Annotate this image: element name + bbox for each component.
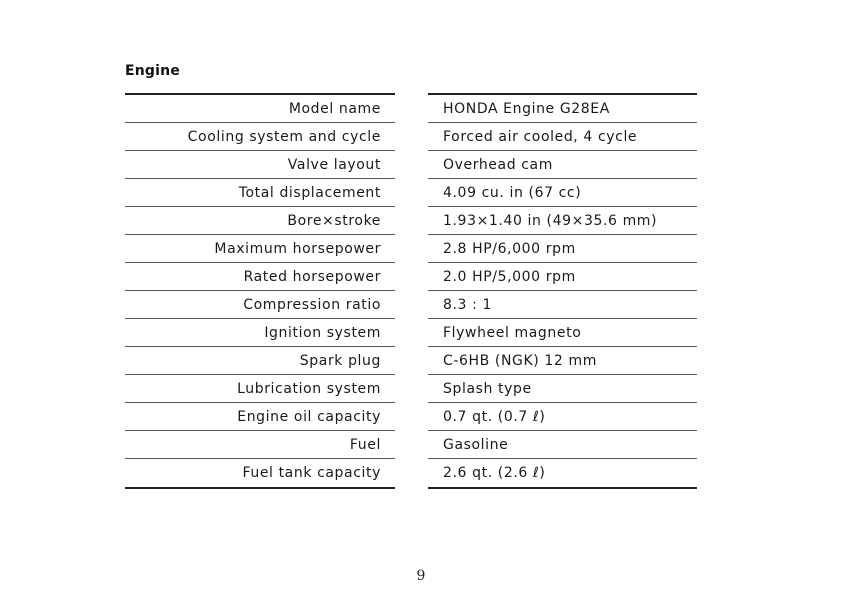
spec-label: Spark plug <box>125 347 395 375</box>
spec-label: Bore×stroke <box>125 207 395 235</box>
spec-value: 8.3 : 1 <box>428 291 697 319</box>
spec-label: Lubrication system <box>125 375 395 403</box>
spec-label: Cooling system and cycle <box>125 123 395 151</box>
spec-value: C-6HB (NGK) 12 mm <box>428 347 697 375</box>
spec-value: Overhead cam <box>428 151 697 179</box>
spec-label: Total displacement <box>125 179 395 207</box>
spec-value: HONDA Engine G28EA <box>428 95 697 123</box>
spec-labels-column <box>125 93 395 489</box>
spec-label: Fuel <box>125 431 395 459</box>
spec-label: Ignition system <box>125 319 395 347</box>
spec-label: Engine oil capacity <box>125 403 395 431</box>
spec-label: Fuel tank capacity <box>242 465 381 481</box>
spec-label: Compression ratio <box>125 291 395 319</box>
spec-label: Rated horsepower <box>125 263 395 291</box>
spec-values-column <box>428 93 697 489</box>
spec-label: Valve layout <box>125 151 395 179</box>
page-number: 9 <box>416 568 426 584</box>
spec-value: 4.09 cu. in (67 cc) <box>428 179 697 207</box>
spec-value: 0.7 qt. (0.7 ℓ) <box>428 403 697 431</box>
section-title: Engine <box>125 63 181 79</box>
spec-value: Flywheel magneto <box>428 319 697 347</box>
spec-label: Model name <box>125 95 395 123</box>
spec-value: Forced air cooled, 4 cycle <box>428 123 697 151</box>
spec-value: 2.8 HP/6,000 rpm <box>428 235 697 263</box>
spec-value: 2.6 qt. (2.6 ℓ) <box>443 465 546 481</box>
spec-label: Maximum horsepower <box>125 235 395 263</box>
spec-value: Gasoline <box>428 431 697 459</box>
spec-value: Splash type <box>428 375 697 403</box>
spec-value: 1.93×1.40 in (49×35.6 mm) <box>428 207 697 235</box>
spec-value: 2.0 HP/5,000 rpm <box>428 263 697 291</box>
